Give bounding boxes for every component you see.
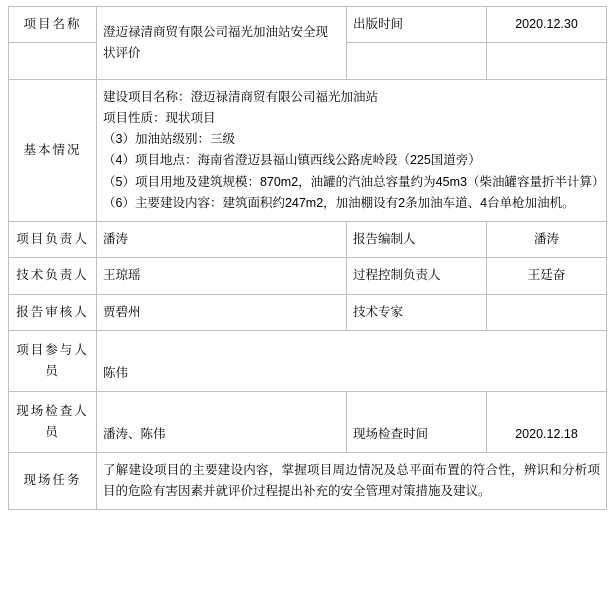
basic-info-line-3: （3）加油站级别：三级 [103,132,235,146]
basic-info-label: 基本情况 [9,79,97,222]
inspect-time-label: 现场检查时间 [347,391,487,452]
process-control-label: 过程控制负责人 [347,258,487,294]
basic-info-line-4: （4）项目地点：海南省澄迈县福山镇西线公路虎岭段（225国道旁） [103,153,481,168]
report-reviewer-label: 报告审核人 [9,294,97,330]
tech-leader-value: 王琼瑶 [97,258,347,294]
inspect-time-value: 2020.12.18 [487,391,607,452]
basic-info-line-2: 项目性质：现状项目 [103,110,216,125]
report-compiler-value: 潘涛 [487,222,607,258]
project-name-value: 澄迈禄清商贸有限公司福光加油站安全现状评价 [97,7,347,80]
project-info-table [8,6,607,510]
basic-info-value [97,79,607,222]
table-row-project-leader [9,222,607,258]
project-leader-label: 项目负责人 [9,222,97,258]
tech-expert-label: 技术专家 [347,294,487,330]
tech-leader-label: 技术负责人 [9,258,97,294]
inspectors-label: 现场检查人员 [9,391,97,452]
inspectors-value: 潘涛、陈伟 [97,391,347,452]
table-row-basic-info [9,79,607,222]
basic-info-line-1: 建设项目名称：澄迈禄清商贸有限公司福光加油站 [103,89,379,104]
participants-label: 项目参与人员 [9,330,97,391]
process-control-value: 王廷奋 [487,258,607,294]
participants-value: 陈伟 [97,330,607,391]
table-row-report-reviewer [9,294,607,330]
publish-time-value-spacer [487,43,607,79]
publish-time-label-spacer [347,43,487,79]
basic-info-line-6: （6）主要建设内容：建筑面积约247m2，加油棚设有2条加油车道、4台单枪加油机。 [103,195,575,210]
basic-info-line-5: （5）项目用地及建筑规模：870m2，油罐的汽油总容量约为45m3（柴油罐容量折半计算） [103,174,605,189]
site-task-value: 了解建设项目的主要建设内容，掌握项目周边情况及总平面布置的符合性，辨识和分析项目的危险有害因素并就评价过程提出补充的安全管理对策措施及建议。 [97,452,607,510]
project-name-label-spacer [9,43,97,79]
publish-time-value: 2020.12.30 [487,7,607,43]
table-row-site-task [9,452,607,510]
table-row-project-name [9,7,607,43]
report-reviewer-value: 贾碧州 [97,294,347,330]
report-compiler-label: 报告编制人 [347,222,487,258]
site-task-label: 现场任务 [9,452,97,510]
table-row-inspectors [9,391,607,452]
table-row-tech-leader [9,258,607,294]
project-name-label: 项目名称 [9,7,97,43]
tech-expert-value [487,294,607,330]
table-row-participants [9,330,607,391]
project-leader-value: 潘涛 [97,222,347,258]
publish-time-label: 出版时间 [347,7,487,43]
